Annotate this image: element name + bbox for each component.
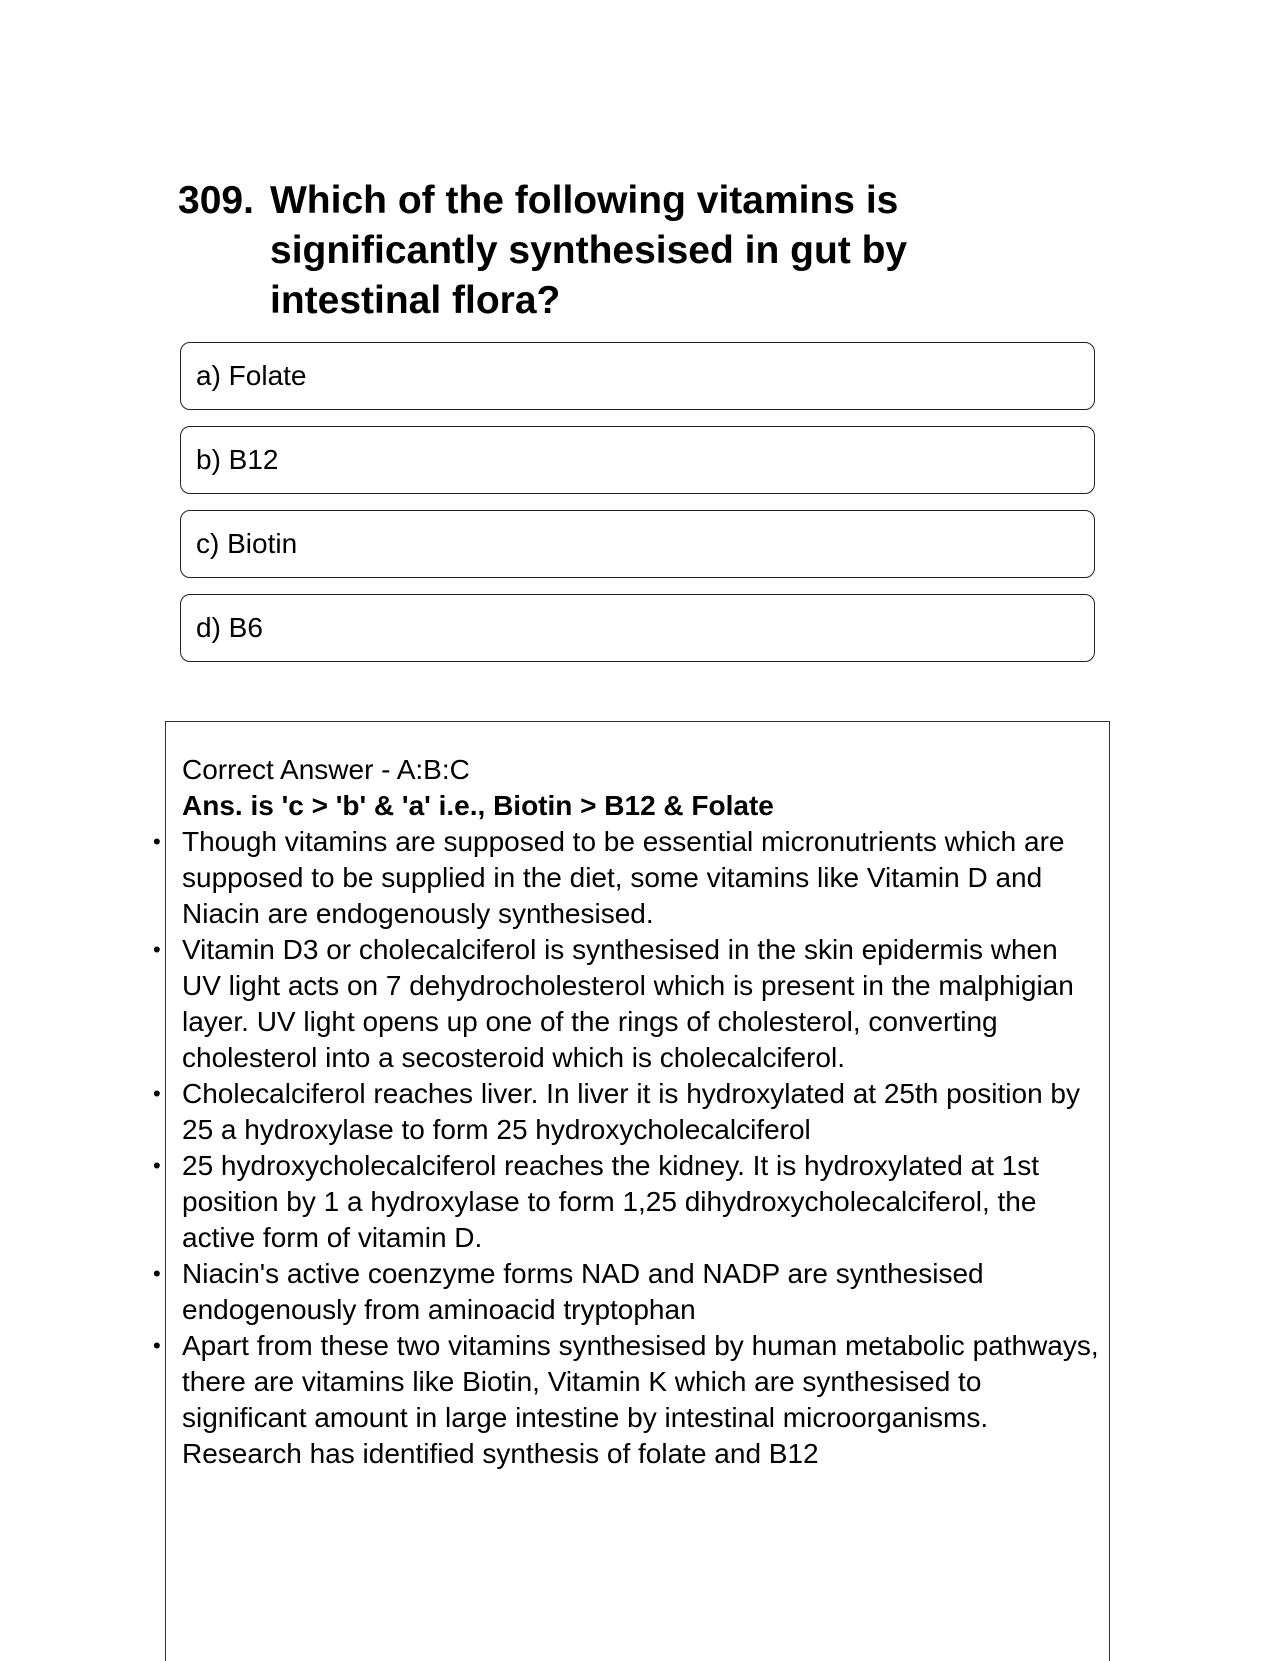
bullet-icon: •: [153, 829, 161, 854]
option-a[interactable]: a) Folate: [180, 342, 1095, 410]
list-item: [153, 1328, 1099, 1472]
list-item: [153, 1256, 1099, 1328]
options-list: [180, 342, 1095, 678]
question-text: Which of the following vitamins is significantly synthesised in gut by intestinal flora?: [270, 179, 908, 322]
list-item: [153, 1148, 1099, 1256]
bullet-icon: •: [153, 1261, 161, 1286]
point-text: 25 hydroxycholecalciferol reaches the kidney. It is hydroxylated at 1st position by 1 a hydroxylase to form 1,25 dihydroxycholecalciferol, the active form of vitamin D.: [182, 1150, 1040, 1253]
point-text: Though vitamins are supposed to be essential micronutrients which are supposed to be supplied in the diet, some vitamins like Vitamin D and Niacin are endogenously synthesised.: [182, 826, 1065, 929]
option-c[interactable]: c) Biotin: [180, 510, 1095, 578]
list-item: [153, 932, 1099, 1076]
question-number: 309.: [178, 179, 254, 222]
option-b[interactable]: b) B12: [180, 426, 1095, 494]
bullet-icon: •: [153, 1153, 161, 1178]
point-text: Cholecalciferol reaches liver. In liver it is hydroxylated at 25th position by 25 a hydroxylase to form 25 hydroxycholecalciferol: [182, 1078, 1080, 1145]
bullet-icon: •: [153, 937, 161, 962]
answer-explanation: [153, 721, 1110, 1661]
option-d[interactable]: d) B6: [180, 594, 1095, 662]
list-item: [153, 1076, 1099, 1148]
explanation-points: [153, 824, 1099, 1472]
answer-summary: Ans. is 'c > 'b' & 'a' i.e., Biotin > B12 & Folate: [182, 790, 774, 821]
correct-answer: Correct Answer - A:B:C: [182, 754, 470, 785]
list-item: [153, 824, 1099, 932]
question: [178, 176, 978, 326]
point-text: Apart from these two vitamins synthesised by human metabolic pathways, there are vitamins like Biotin, Vitamin K which are synthesised to significant amount in large intestine by intestinal microorganisms. Research has identified synthesis of folate and B12: [182, 1330, 1099, 1469]
point-text: Niacin's active coenzyme forms NAD and NADP are synthesised endogenously from aminoacid tryptophan: [182, 1258, 984, 1325]
point-text: Vitamin D3 or cholecalciferol is synthesised in the skin epidermis when UV light acts on 7 dehydrocholesterol which is present in the malphigian layer. UV light opens up one of the rings of cholesterol, converting cholesterol into a secosteroid which is cholecalciferol.: [182, 934, 1074, 1073]
bullet-icon: •: [153, 1081, 161, 1106]
bullet-icon: •: [153, 1333, 161, 1358]
